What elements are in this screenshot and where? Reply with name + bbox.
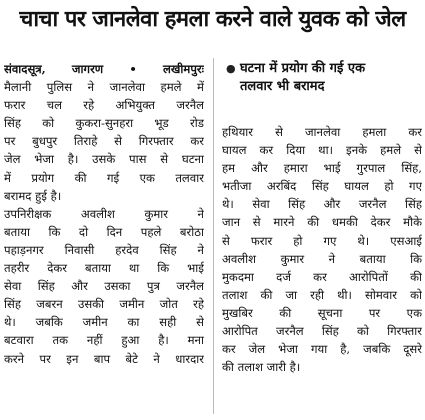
subheading [226, 60, 422, 96]
subheading-line-2: तलवार भी बरामद [240, 79, 325, 94]
left-column [4, 60, 204, 368]
body-line: हथियार से जानलेवा हमला कर [222, 125, 422, 139]
body-line: सिंह को कुकरा-सुनहरा भूड रोड [4, 116, 204, 131]
body-line: बताया कि दो दिन पहले बरोठा [4, 224, 204, 239]
headline: चाचा पर जानलेवा हमला करने वाले युवक को जेल [19, 7, 406, 32]
body-line: मैलानी पुलिस ने जानलेवा हमले में [4, 80, 204, 95]
body-line: घायल कर दिया था। इनके हमले से [222, 143, 422, 158]
body-line: की तलाश जारी है। [222, 360, 301, 375]
body-line: जेल भेजा है। उसके पास से घटना [4, 152, 204, 167]
body-line: तहरीर देकर बताया था कि भाई [4, 261, 204, 276]
body-line: मुखबिर की सूचना पर एक [222, 305, 422, 320]
body-line: बरामद हुई है। [4, 188, 62, 203]
body-line: बटवारा तक नहीं हुआ है। मना [4, 333, 204, 348]
body-line: में प्रयोग की गई एक तलवार [4, 170, 204, 185]
body-line: कर जेल भेजा गया है, जबकि दूसरे [222, 342, 422, 357]
body-line: थे। जबकि जमीन का सही से [4, 315, 204, 330]
body-line: थे। सेवा सिंह और जरनैल सिंह [222, 197, 422, 212]
body-line: तलाश की जा रही थी। सोमवार को [222, 287, 422, 302]
body-line: मुकदमा दर्ज कर आरोपितों की [222, 269, 422, 284]
body-line: करने पर इन बाप बेटे ने धारदार [4, 351, 204, 366]
bullet-icon: ● [226, 62, 236, 75]
column-divider [213, 58, 214, 414]
body-line: पर बुधपुर तिराहे से गिरफ्तार कर [4, 134, 204, 149]
dateline: संवादसूत्र, जागरण • लखीमपुरः [4, 62, 204, 76]
body-line: हम और हमारा भाई गुरपाल सिंह, [222, 161, 422, 176]
body-line: सेवा सिंह और उसका पुत्र जरनैल [4, 279, 204, 294]
body-line: सिंह जबरन उसकी जमीन जोत रहे [4, 297, 204, 312]
subheading-line-1: घटना में प्रयोग की गई एक [240, 61, 366, 76]
body-line: जान से मारने की धमकी देकर मौके [222, 215, 422, 230]
body-line: उपनिरीक्षक अवलीश कुमार ने [4, 206, 204, 221]
body-line: अवलीश कुमार ने बताया कि [222, 251, 422, 266]
body-line: से फरार हो गए थे। एसआई [222, 233, 422, 248]
body-line: आरोपित जरनैल सिंह को गिरफ्तार [222, 324, 422, 339]
right-column [222, 123, 422, 376]
body-line: पहाड़नगर निवासी हरदेव सिंह ने [4, 242, 204, 257]
body-line: भतीजा अरबिंद सिंह घायल हो गए [222, 179, 422, 194]
body-line: फरार चल रहे अभियुक्त जरनैल [4, 98, 204, 113]
